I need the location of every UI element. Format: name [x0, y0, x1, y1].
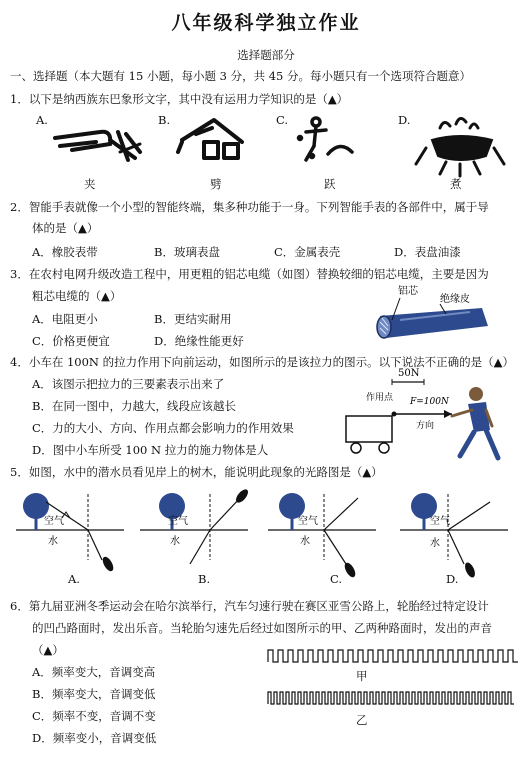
- q4-cart-figure: [340, 364, 530, 468]
- pictograph-zhu-icon: [416, 118, 504, 176]
- air-label: 空气: [298, 516, 318, 527]
- q5-diagram-b: [140, 487, 250, 564]
- water-label: 水: [300, 536, 310, 547]
- q6-option-a: A．频率变大，音调变高: [32, 665, 156, 679]
- q3-stem-line2: 粗芯电缆的（▲）: [32, 289, 122, 303]
- road-yi-icon: [268, 692, 514, 704]
- q4-option-b: B．在同一图中，力越大，线段应该越长: [32, 399, 236, 413]
- scale-label: 50N: [398, 368, 420, 379]
- air-label: 空气: [44, 516, 64, 527]
- pictograph-yue-icon: [299, 118, 353, 160]
- q3-option-d: D．绝缘性能更好: [154, 334, 244, 348]
- diver-icon: [463, 561, 477, 579]
- q1-caption-a: 夹: [84, 177, 96, 191]
- pictograph-jia-icon: [55, 132, 140, 160]
- q1-letter-a: A.: [36, 113, 48, 127]
- q6-road-figure: [262, 646, 522, 724]
- q5-letter-d: D.: [446, 572, 459, 586]
- q1-stem: 1．以下是纳西族东巴象形文字，其中没有运用力学知识的是（▲）: [10, 92, 349, 106]
- label-core: 铝芯: [398, 286, 418, 297]
- q3-cable-figure: [370, 282, 520, 346]
- person-icon: [452, 387, 498, 458]
- q6-stem-line2: 的凹凸路面时，发出乐音。当轮胎匀速先后经过如图所示的甲、乙两种路面时，发出的声音: [32, 621, 492, 635]
- road-yi-label: 乙: [356, 713, 368, 727]
- q3-option-b: B．更结实耐用: [154, 312, 232, 326]
- q6-option-d: D．频率变小，音调变低: [32, 731, 157, 745]
- q1-caption-c: 跃: [324, 177, 336, 191]
- diver-icon: [343, 561, 358, 579]
- label-point: 作用点: [366, 393, 394, 403]
- section-title: 选择题部分: [237, 48, 295, 62]
- air-label: 空气: [430, 516, 450, 527]
- q1-letter-d: D.: [398, 113, 411, 127]
- water-label: 水: [430, 538, 440, 549]
- water-label: 水: [170, 536, 180, 547]
- q5-letter-a: A.: [68, 572, 80, 586]
- q6-option-b: B．频率变大，音调变低: [32, 687, 156, 701]
- q4-option-d: D．图中小车所受 100 N 拉力的施力物体是人: [32, 443, 269, 457]
- water-label: 水: [48, 536, 58, 547]
- road-jia-icon: [268, 650, 518, 662]
- q2-stem-line2: 体的是（▲）: [32, 221, 99, 235]
- label-direction: 方向: [416, 421, 435, 431]
- q5-letter-c: C.: [330, 572, 343, 586]
- q5-stem: 5．如图，水中的潜水员看见岸上的树木，能说明此现象的光路图是（▲）: [10, 465, 383, 479]
- diver-icon: [101, 555, 116, 573]
- label-insulation: 绝缘皮: [440, 294, 470, 305]
- q5-letter-b: B.: [198, 572, 211, 586]
- road-jia-label: 甲: [356, 669, 368, 683]
- q2-option-d: D．表盘油漆: [394, 245, 461, 259]
- air-label: 空气: [168, 516, 188, 527]
- q5-diagram-c: [268, 493, 376, 579]
- q4-stem: 4．小车在 100N 的拉力作用下向前运动，如图所示的是该拉力的图示。以下说法不正确的是（▲）: [10, 355, 514, 369]
- q6-option-c: C．频率不变，音调不变: [32, 709, 156, 723]
- part-header: 一、选择题（本大题有 15 小题，每小题 3 分，共 45 分。每小题只有一个选项符合题意）: [10, 69, 472, 83]
- q3-option-c: C．价格更便宜: [32, 334, 110, 348]
- label-force: F=100N: [410, 397, 449, 407]
- q6-stem-line3: （▲）: [32, 643, 64, 657]
- q1-letter-c: C.: [276, 113, 289, 127]
- q5-diagram-a: [16, 493, 124, 573]
- q3-stem-line1: 3．在农村电网升级改造工程中，用更粗的铝芯电缆（如图）替换较细的铝芯电缆，主要是因为: [10, 267, 489, 281]
- q2-stem-line1: 2．智能手表就像一个小型的智能终端，集多种功能于一身。下列智能手表的各部件中，属于导: [10, 200, 489, 214]
- cable-icon: [377, 308, 488, 338]
- pictograph-pi-icon: [178, 120, 242, 158]
- q2-option-c: C．金属表壳: [274, 245, 341, 259]
- q1-caption-b: 劈: [210, 177, 222, 191]
- q3-option-a: A．电阻更小: [32, 312, 98, 326]
- q5-diagram-d: [400, 493, 508, 579]
- cart-icon: [346, 416, 392, 453]
- q2-option-b: B．玻璃表盘: [154, 245, 220, 259]
- q4-option-c: C．力的大小、方向、作用点都会影响力的作用效果: [32, 421, 294, 435]
- q1-letter-b: B.: [158, 113, 171, 127]
- page-title: 八年级科学独立作业: [171, 12, 361, 34]
- q1-caption-d: 煮: [450, 177, 462, 191]
- q4-option-a: A．该图示把拉力的三要素表示出来了: [32, 377, 225, 391]
- q6-stem-line1: 6．第九届亚洲冬季运动会在哈尔滨举行，汽车匀速行驶在赛区亚雪公路上，轮胎经过特定设计: [10, 599, 489, 613]
- q2-option-a: A．橡胶表带: [32, 245, 98, 259]
